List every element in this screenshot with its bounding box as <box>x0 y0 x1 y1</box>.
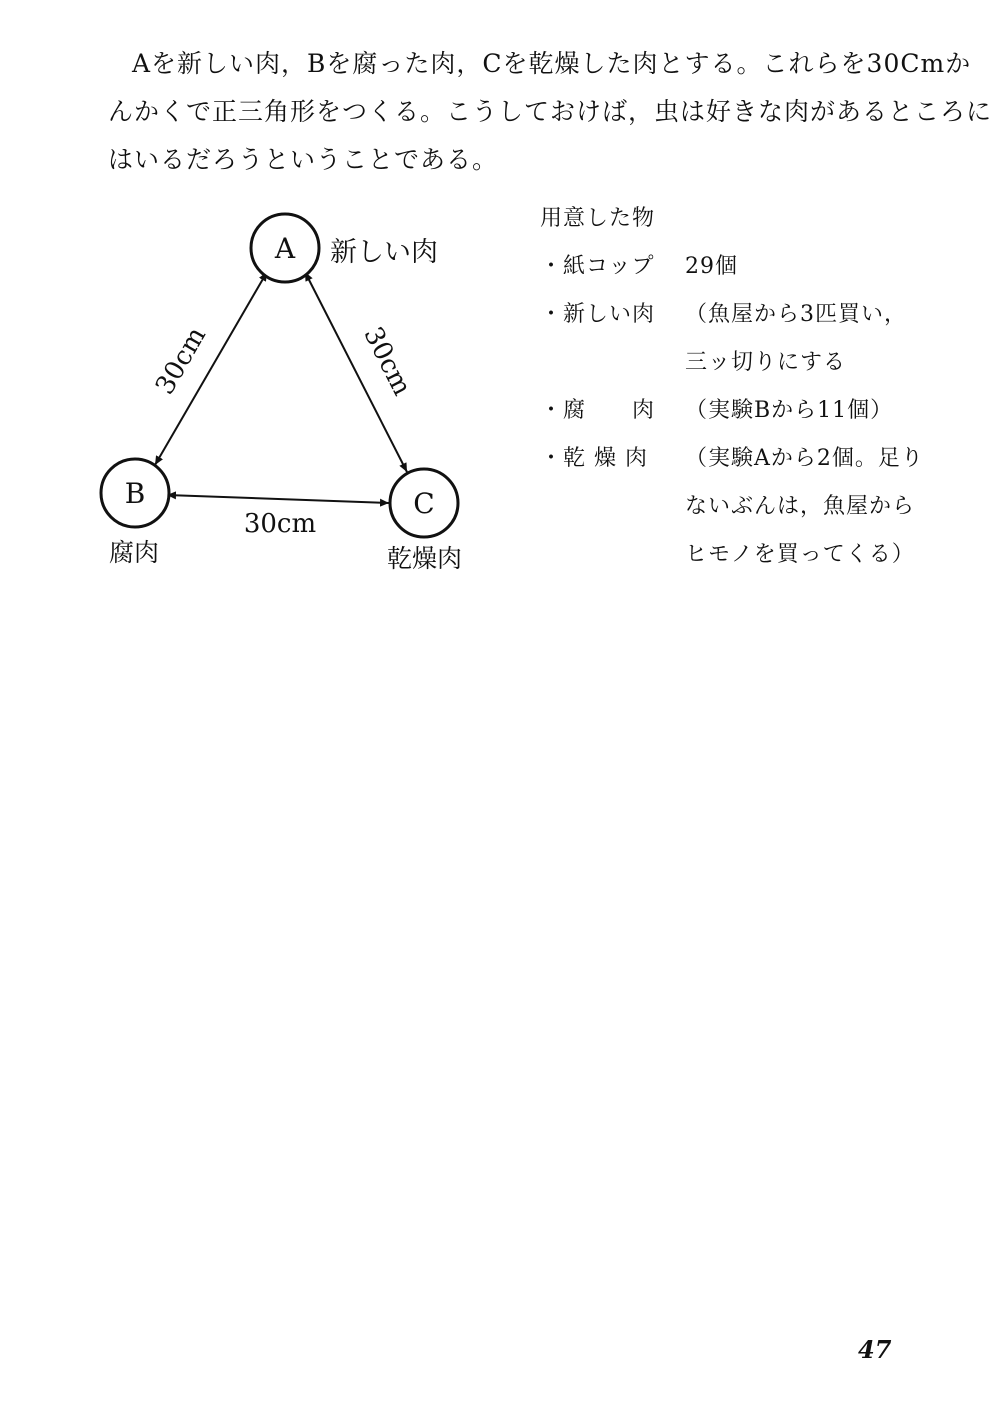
materials-list <box>540 195 960 579</box>
materials-item <box>540 387 960 435</box>
edge-b-c-arrow <box>167 495 389 503</box>
paragraph-line: はいるだろうということである。 <box>108 145 499 174</box>
materials-item-detail: ないぶんは，魚屋から <box>685 494 916 519</box>
node-c <box>390 469 458 537</box>
node-a-label: 新しい肉 <box>330 237 438 268</box>
node-a-letter: A <box>274 232 296 265</box>
edge-a-b-label: 30cm <box>150 322 213 400</box>
materials-item-detail: 29個 <box>685 254 738 279</box>
materials-item-detail: （実験Bから11個） <box>685 398 894 423</box>
materials-item <box>540 435 960 579</box>
body-paragraph <box>108 40 993 184</box>
materials-item <box>540 291 960 387</box>
materials-item-label: ・紙コップ <box>540 254 655 279</box>
materials-item-detail: （魚屋から3匹買い， <box>685 302 907 327</box>
materials-item-label: ・腐 肉 <box>540 398 656 423</box>
page-number: 47 <box>858 1335 892 1364</box>
node-a <box>251 214 319 282</box>
materials-item <box>540 243 960 291</box>
materials-title: 用意した物 <box>540 206 656 231</box>
node-c-label: 乾燥肉 <box>387 544 463 573</box>
triangle-diagram <box>95 205 495 585</box>
materials-item-label: ・新しい肉 <box>540 302 656 327</box>
paragraph-line: んかくで正三角形をつくる。こうしておけば，虫は好きな肉があるところに <box>108 97 993 126</box>
materials-item-label: ・乾 燥 肉 <box>540 446 648 471</box>
materials-item-detail: （実験Aから2個。足り <box>685 446 924 471</box>
paragraph-line: Aを新しい肉，Bを腐った肉，Cを乾燥した肉とする。これらを30Cmか <box>132 49 972 78</box>
node-b <box>101 459 169 527</box>
edge-a-c-label: 30cm <box>357 322 417 401</box>
node-c-letter: C <box>413 487 435 520</box>
edge-b-c-label: 30cm <box>243 509 317 539</box>
node-b-label: 腐肉 <box>109 538 160 567</box>
materials-item-detail: 三ッ切りにする <box>685 350 847 375</box>
materials-item-detail: ヒモノを買ってくる） <box>685 542 915 567</box>
node-b-letter: B <box>124 477 146 510</box>
